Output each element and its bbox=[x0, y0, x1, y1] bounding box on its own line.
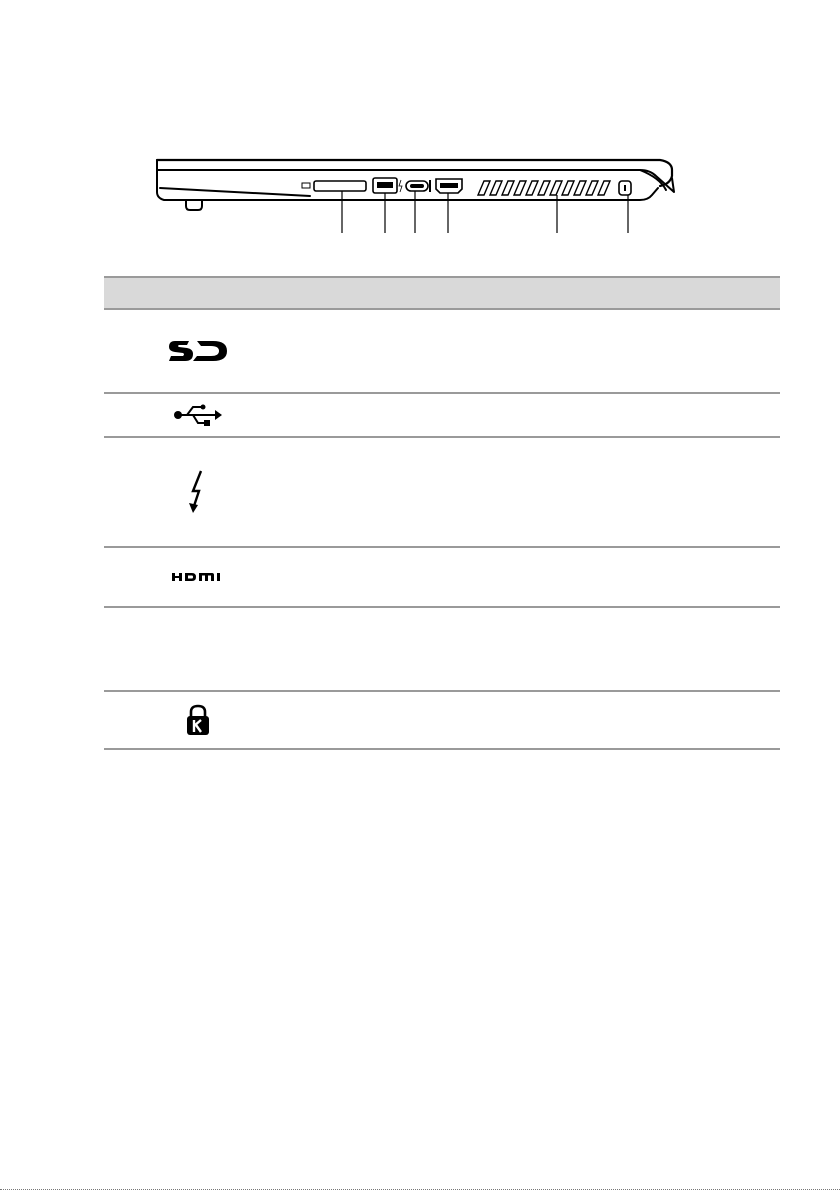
table-header-row bbox=[104, 277, 780, 309]
thunderbolt-icon bbox=[187, 469, 209, 515]
header-number bbox=[104, 277, 148, 309]
vent-drawing bbox=[478, 181, 610, 195]
table-row bbox=[104, 309, 780, 393]
page-bottom-rule bbox=[0, 1189, 840, 1190]
table-row bbox=[104, 393, 780, 437]
row-description bbox=[248, 691, 780, 749]
row-icon-empty bbox=[148, 607, 248, 691]
lock-slot-drawing bbox=[619, 181, 631, 195]
kensington-lock-icon bbox=[186, 704, 210, 736]
sd-slot-drawing bbox=[302, 181, 366, 191]
table-row bbox=[104, 547, 780, 607]
table-row bbox=[104, 607, 780, 691]
usbc-port-drawing bbox=[399, 180, 428, 192]
ports-table bbox=[104, 276, 780, 750]
row-number bbox=[104, 309, 148, 393]
usb-port-drawing bbox=[373, 178, 397, 193]
row-description bbox=[248, 547, 780, 607]
sd-card-icon bbox=[167, 337, 229, 365]
row-number bbox=[104, 547, 148, 607]
row-description bbox=[248, 309, 780, 393]
hdmi-icon bbox=[172, 572, 224, 582]
row-description bbox=[248, 437, 780, 547]
usb-icon bbox=[173, 404, 223, 426]
row-number bbox=[104, 691, 148, 749]
row-number bbox=[104, 393, 148, 437]
header-description bbox=[248, 277, 780, 309]
callout-lines bbox=[342, 191, 628, 233]
row-description bbox=[248, 607, 780, 691]
table-row bbox=[104, 437, 780, 547]
laptop-right-side-illustration bbox=[0, 0, 840, 260]
table-row bbox=[104, 691, 780, 749]
header-icon bbox=[148, 277, 248, 309]
row-number bbox=[104, 437, 148, 547]
row-number bbox=[104, 607, 148, 691]
row-description bbox=[248, 393, 780, 437]
hdmi-port-drawing bbox=[429, 179, 462, 193]
